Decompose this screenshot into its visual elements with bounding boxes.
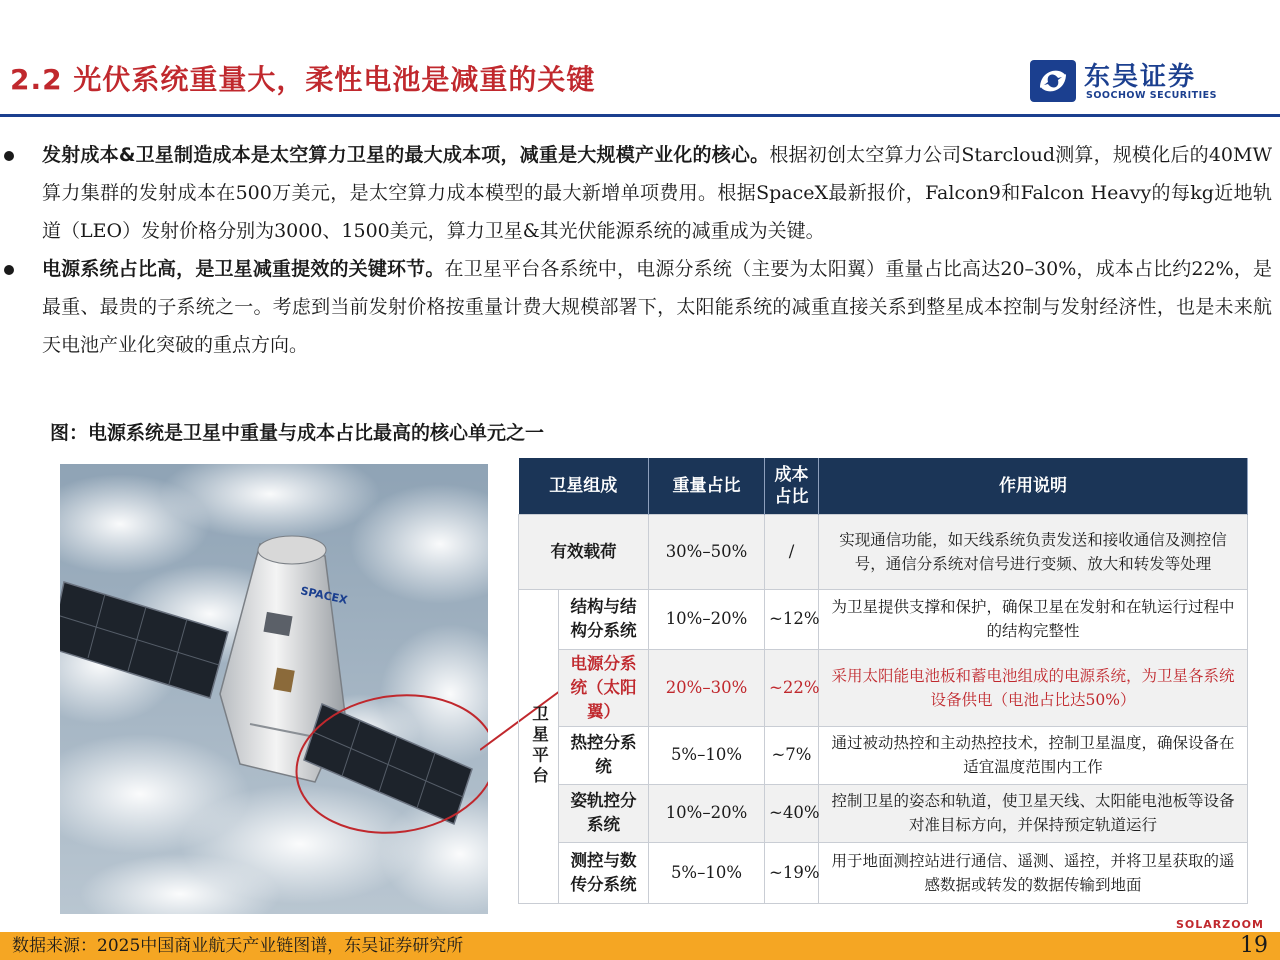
- cell-desc: 实现通信功能，如天线系统负责发送和接收通信及测控信号，通信分系统对信号进行变频、放大和转发等处理: [819, 514, 1248, 589]
- cell-name: 热控分系统: [559, 726, 649, 784]
- company-logo: [1030, 56, 1270, 106]
- table-row: [519, 514, 1248, 589]
- soochow-logo-icon: [1030, 60, 1076, 102]
- watermark: SOLARZOOM: [1176, 918, 1264, 931]
- bullet-item-power-system: [0, 250, 1280, 364]
- cell-name: 电源分系统（太阳翼）: [559, 649, 649, 726]
- col-header-cost: 成本 占比: [765, 458, 819, 514]
- cell-weight: 20%–30%: [649, 649, 765, 726]
- bullet-body: 根据初创太空算力公司Starcloud测算，规模化后的40MW算力集群的发射成本在500万美元，是太空算力成本模型的最大新增单项费用。根据SpaceX最新报价，Falcon9和Falcon Heavy的每kg近地轨道（LEO）发射价格分别为3000、1500美元，算力卫星&其光伏能源系统的减重成为关键。: [42, 144, 1273, 242]
- table-row: [519, 726, 1248, 784]
- cell-weight: 5%–10%: [649, 726, 765, 784]
- cell-weight: 10%–20%: [649, 589, 765, 649]
- cell-name: 姿轨控分系统: [559, 784, 649, 842]
- cell-desc: 控制卫星的姿态和轨道，使卫星天线、太阳能电池板等设备对准目标方向，并保持预定轨道运行: [819, 784, 1248, 842]
- bullet-lead-bold: 电源系统占比高，是卫星减重提效的关键环节。: [42, 258, 445, 280]
- page-number: 19: [1240, 933, 1268, 958]
- table-row: [519, 589, 1248, 649]
- cell-cost: ~22%: [765, 649, 819, 726]
- cell-weight: 30%–50%: [649, 514, 765, 589]
- cell-cost: ~40%: [765, 784, 819, 842]
- bullet-list: [0, 136, 1280, 364]
- logo-english-name: SOOCHOW SECURITIES: [1086, 90, 1217, 101]
- satellite-illustration: [60, 464, 488, 914]
- cell-cost: ~12%: [765, 589, 819, 649]
- cell-name: 结构与结构分系统: [559, 589, 649, 649]
- bullet-item-launch-cost: [0, 136, 1280, 250]
- title-divider: [0, 114, 1280, 117]
- cell-name: 测控与数传分系统: [559, 842, 649, 903]
- table-row: [519, 842, 1248, 903]
- cell-cost: ~19%: [765, 842, 819, 903]
- table-header-row: [519, 458, 1248, 514]
- cell-weight: 10%–20%: [649, 784, 765, 842]
- platform-label: 卫星平台: [519, 589, 559, 903]
- satellite-composition-table: [518, 458, 1248, 904]
- bullet-body: 在卫星平台各系统中，电源分系统（主要为太阳翼）重量占比高达20–30%，成本占比约22%，是最重、最贵的子系统之一。考虑到当前发射价格按重量计费大规模部署下，太阳能系统的减重直接关系到整星成本控制与发射经济性，也是未来航天电池产业化突破的重点方向。: [42, 258, 1272, 356]
- bullet-dot: [4, 151, 14, 161]
- cell-cost: /: [765, 514, 819, 589]
- cell-desc: 采用太阳能电池板和蓄电池组成的电源系统，为卫星各系统设备供电（电池占比达50%）: [819, 649, 1248, 726]
- cell-name: 有效载荷: [519, 514, 649, 589]
- cell-desc: 用于地面测控站进行通信、遥测、遥控，并将卫星获取的遥感数据或转发的数据传输到地面: [819, 842, 1248, 903]
- cell-desc: 通过被动热控和主动热控技术，控制卫星温度，确保设备在适宜温度范围内工作: [819, 726, 1248, 784]
- data-source: 数据来源：2025中国商业航天产业链图谱，东吴证券研究所: [12, 936, 464, 956]
- figure-caption: 图：电源系统是卫星中重量与成本占比最高的核心单元之一: [50, 422, 545, 444]
- bullet-lead-bold: 发射成本&卫星制造成本是太空算力卫星的最大成本项，减重是大规模产业化的核心。: [42, 144, 770, 166]
- col-header-component: 卫星组成: [519, 458, 649, 514]
- col-header-function: 作用说明: [819, 458, 1248, 514]
- cell-desc: 为卫星提供支撑和保护，确保卫星在发射和在轨运行过程中的结构完整性: [819, 589, 1248, 649]
- col-header-weight: 重量占比: [649, 458, 765, 514]
- satellite-photo: [60, 464, 488, 914]
- table-row-highlighted: [519, 649, 1248, 726]
- bullet-dot: [4, 265, 14, 275]
- table-row: [519, 784, 1248, 842]
- logo-chinese-name: 东吴证券: [1084, 62, 1197, 92]
- cell-cost: ~7%: [765, 726, 819, 784]
- cell-weight: 5%–10%: [649, 842, 765, 903]
- capsule-label: SPACEX: [299, 584, 349, 607]
- page-title: 2.2 光伏系统重量大，柔性电池是减重的关键: [10, 63, 596, 96]
- footer-bar: [0, 932, 1280, 960]
